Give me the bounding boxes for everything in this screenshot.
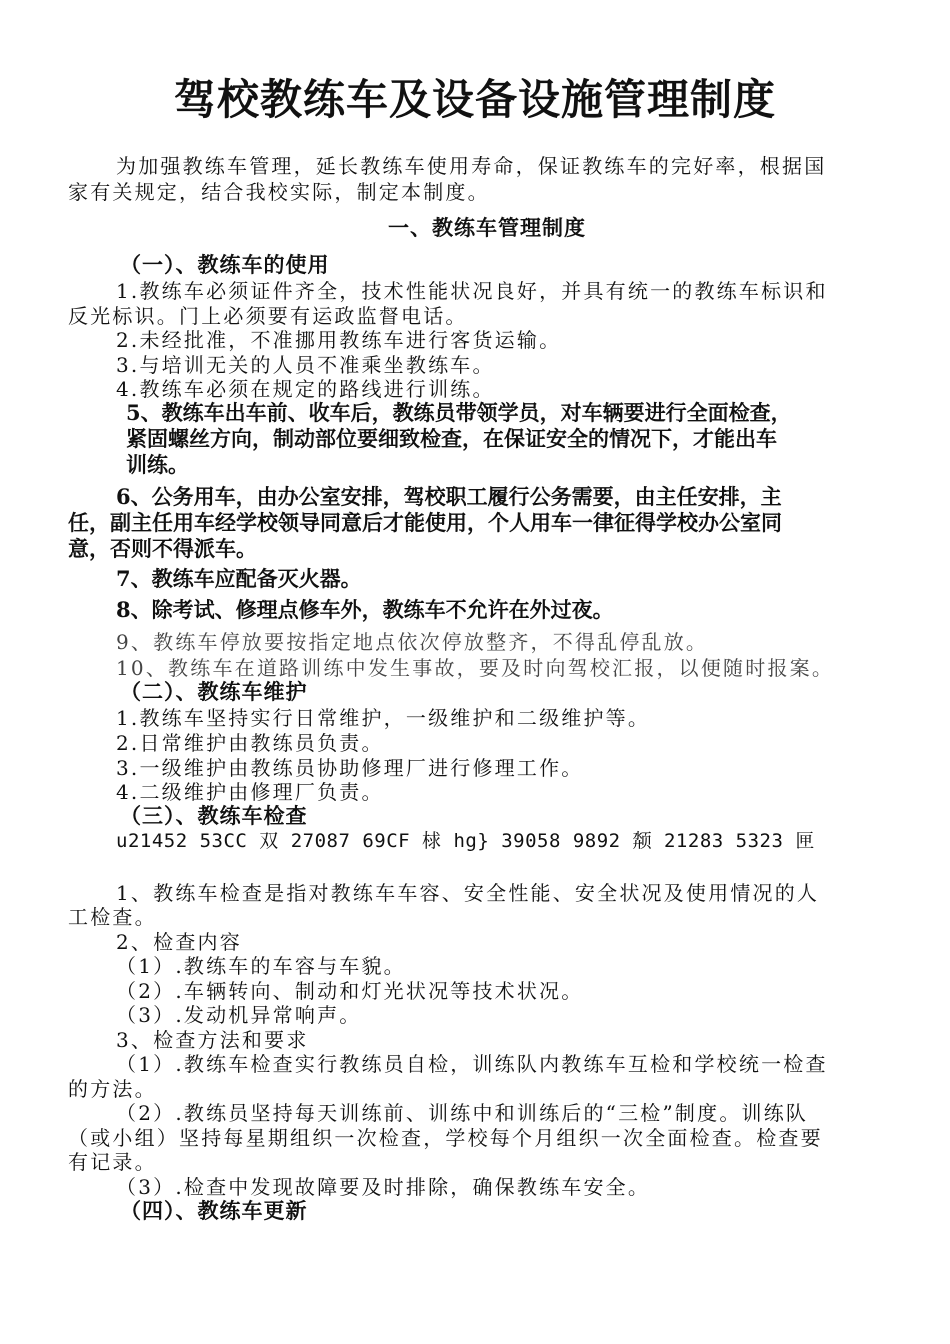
inspection-item-3-b-line-3: 有记录。 <box>68 1150 157 1174</box>
subsection-heading-maintenance: （二）、教练车维护 <box>120 679 308 704</box>
inspection-item-3-b-line-2: （或小组）坚持每星期组织一次检查，学校每个月组织一次全面检查。检查要 <box>68 1126 823 1150</box>
section-heading-1: 一、教练车管理制度 <box>388 215 586 240</box>
use-item-5-line-1: 5、教练车出车前、收车后，教练员带领学员，对车辆要进行全面检查， <box>126 400 792 425</box>
use-item-2: 2.未经批准，不准挪用教练车进行客货运输。 <box>116 328 562 352</box>
inspection-item-1-line-1: 1、教练车检查是指对教练车车容、安全性能、安全状况及使用情况的人 <box>116 881 820 905</box>
use-item-1-line-1: 1.教练车必须证件齐全，技术性能状况良好，并具有统一的教练车标识和 <box>116 279 828 303</box>
inspection-item-3-c: （3）.检查中发现故障要及时排除，确保教练车安全。 <box>116 1175 651 1199</box>
maintenance-item-1: 1.教练车坚持实行日常维护，一级维护和二级维护等。 <box>116 706 651 730</box>
inspection-item-2-c: （3）.发动机异常响声。 <box>116 1003 362 1027</box>
intro-paragraph-line-2: 家有关规定，结合我校实际，制定本制度。 <box>68 180 490 204</box>
subsection-heading-inspection: （三）、教练车检查 <box>120 803 308 828</box>
subsection-heading-renewal: （四）、教练车更新 <box>120 1198 308 1223</box>
maintenance-item-3: 3.一级维护由教练员协助修理厂进行修理工作。 <box>116 756 584 780</box>
use-item-3: 3.与培训无关的人员不准乘坐教练车。 <box>116 353 495 377</box>
subsection-heading-use: （一）、教练车的使用 <box>120 252 330 277</box>
inspection-item-3-a-line-2: 的方法。 <box>68 1077 157 1101</box>
use-item-1-line-2: 反光标识。门上必须要有运政监督电话。 <box>68 304 468 328</box>
maintenance-item-2: 2.日常维护由教练员负责。 <box>116 731 384 755</box>
maintenance-item-4: 4.二级维护由修理厂负责。 <box>116 780 384 804</box>
intro-paragraph-line-1: 为加强教练车管理，延长教练车使用寿命，保证教练车的完好率，根据国 <box>116 154 827 178</box>
garbled-code-line: u21452 53CC 双 27087 69CF 梂 hg} 39058 9892 颒 21283 5323 匣 <box>116 830 815 852</box>
use-item-4: 4.教练车必须在规定的路线进行训练。 <box>116 377 495 401</box>
use-item-7: 7、教练车应配备灭火器。 <box>116 566 362 591</box>
inspection-item-3: 3、检查方法和要求 <box>116 1028 309 1052</box>
inspection-item-3-b-line-1: （2）.教练员坚持每天训练前、训练中和训练后的“三检”制度。训练队 <box>116 1101 809 1125</box>
inspection-item-3-a-line-1: （1）.教练车检查实行教练员自检，训练队内教练车互检和学校统一检查 <box>116 1052 828 1076</box>
use-item-10: 10、教练车在道路训练中发生事故，要及时向驾校汇报，以便随时报案。 <box>116 656 835 680</box>
inspection-item-2: 2、检查内容 <box>116 930 242 954</box>
inspection-item-1-line-2: 工检查。 <box>68 905 157 929</box>
use-item-6-line-2: 任，副主任用车经学校领导同意后才能使用，个人用车一律征得学校办公室同 <box>68 510 782 535</box>
use-item-9: 9、教练车停放要按指定地点依次停放整齐，不得乱停乱放。 <box>116 630 709 654</box>
use-item-5-line-3: 训练。 <box>126 452 189 477</box>
use-item-8: 8、除考试、修理点修车外，教练车不允许在外过夜。 <box>116 597 614 622</box>
use-item-6-line-1: 6、公务用车，由办公室安排，驾校职工履行公务需要，由主任安排，主 <box>116 484 782 509</box>
use-item-6-line-3: 意，否则不得派车。 <box>68 536 257 561</box>
document-title: 驾校教练车及设备设施管理制度 <box>173 75 776 124</box>
inspection-item-2-a: （1）.教练车的车容与车貌。 <box>116 954 406 978</box>
use-item-5-line-2: 紧固螺丝方向，制动部位要细致检查，在保证安全的情况下，才能出车 <box>126 426 777 451</box>
inspection-item-2-b: （2）.车辆转向、制动和灯光状况等技术状况。 <box>116 979 584 1003</box>
